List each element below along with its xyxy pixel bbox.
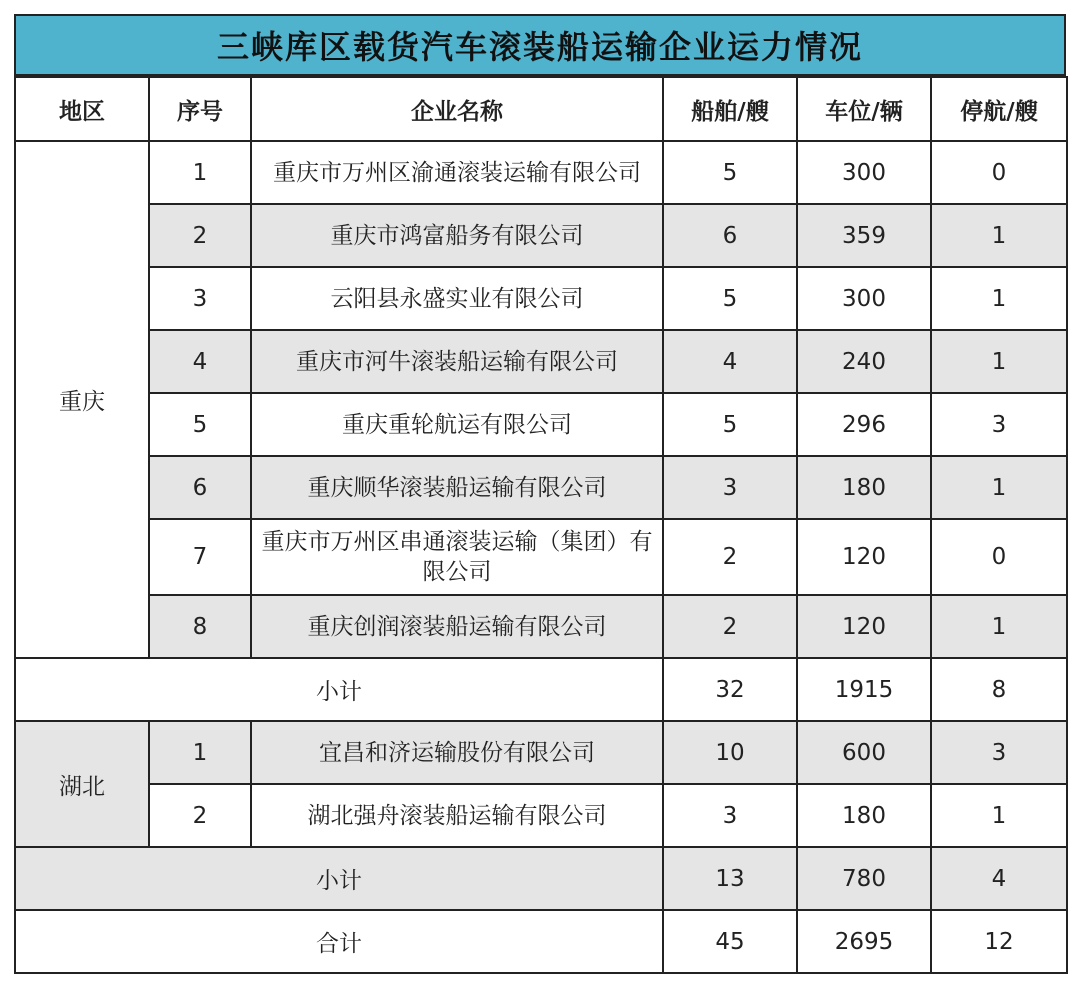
- table-row: [15, 721, 1067, 784]
- capacity-table: [14, 76, 1068, 974]
- suspended-count: 1: [931, 330, 1067, 393]
- header-region: 地区: [15, 77, 149, 141]
- company-name: 重庆顺华滚装船运输有限公司: [251, 456, 663, 519]
- subtotal-label: 小计: [15, 658, 663, 721]
- subtotal-slots: 780: [797, 847, 931, 910]
- ships-count: 5: [663, 141, 797, 204]
- total-ships: 45: [663, 910, 797, 973]
- suspended-count: 3: [931, 393, 1067, 456]
- header-no: 序号: [149, 77, 251, 141]
- ships-count: 10: [663, 721, 797, 784]
- table-row: [15, 784, 1067, 847]
- total-row: [15, 910, 1067, 973]
- ships-count: 3: [663, 456, 797, 519]
- region-cell-hubei: 湖北: [15, 721, 149, 847]
- subtotal-row-chongqing: [15, 658, 1067, 721]
- table-title: 三峡库区载货汽车滚装船运输企业运力情况: [14, 14, 1066, 76]
- company-name: 宜昌和济运输股份有限公司: [251, 721, 663, 784]
- subtotal-slots: 1915: [797, 658, 931, 721]
- row-no: 8: [149, 595, 251, 658]
- slots-count: 600: [797, 721, 931, 784]
- company-name: 云阳县永盛实业有限公司: [251, 267, 663, 330]
- header-row: [15, 77, 1067, 141]
- row-no: 6: [149, 456, 251, 519]
- suspended-count: 1: [931, 204, 1067, 267]
- ships-count: 5: [663, 267, 797, 330]
- slots-count: 300: [797, 267, 931, 330]
- subtotal-suspended: 8: [931, 658, 1067, 721]
- header-company: 企业名称: [251, 77, 663, 141]
- subtotal-row-hubei: [15, 847, 1067, 910]
- company-name: 重庆重轮航运有限公司: [251, 393, 663, 456]
- company-name: 重庆市万州区渝通滚装运输有限公司: [251, 141, 663, 204]
- row-no: 5: [149, 393, 251, 456]
- total-suspended: 12: [931, 910, 1067, 973]
- suspended-count: 1: [931, 267, 1067, 330]
- row-no: 1: [149, 721, 251, 784]
- region-cell-chongqing: 重庆: [15, 141, 149, 658]
- subtotal-label: 小计: [15, 847, 663, 910]
- total-label: 合计: [15, 910, 663, 973]
- slots-count: 120: [797, 519, 931, 595]
- slots-count: 180: [797, 456, 931, 519]
- row-no: 1: [149, 141, 251, 204]
- table-row: [15, 330, 1067, 393]
- ships-count: 2: [663, 519, 797, 595]
- header-suspended: 停航/艘: [931, 77, 1067, 141]
- ships-count: 3: [663, 784, 797, 847]
- suspended-count: 0: [931, 141, 1067, 204]
- suspended-count: 3: [931, 721, 1067, 784]
- row-no: 3: [149, 267, 251, 330]
- company-name: 重庆创润滚装船运输有限公司: [251, 595, 663, 658]
- subtotal-suspended: 4: [931, 847, 1067, 910]
- row-no: 2: [149, 784, 251, 847]
- slots-count: 296: [797, 393, 931, 456]
- ships-count: 5: [663, 393, 797, 456]
- subtotal-ships: 32: [663, 658, 797, 721]
- table-row: [15, 204, 1067, 267]
- subtotal-ships: 13: [663, 847, 797, 910]
- suspended-count: 1: [931, 456, 1067, 519]
- suspended-count: 1: [931, 595, 1067, 658]
- ships-count: 6: [663, 204, 797, 267]
- row-no: 7: [149, 519, 251, 595]
- ships-count: 2: [663, 595, 797, 658]
- company-name: 重庆市河牛滚装船运输有限公司: [251, 330, 663, 393]
- ships-count: 4: [663, 330, 797, 393]
- table-row: [15, 267, 1067, 330]
- table-row: [15, 141, 1067, 204]
- header-slots: 车位/辆: [797, 77, 931, 141]
- slots-count: 180: [797, 784, 931, 847]
- slots-count: 300: [797, 141, 931, 204]
- table-row: [15, 519, 1067, 595]
- total-slots: 2695: [797, 910, 931, 973]
- row-no: 2: [149, 204, 251, 267]
- suspended-count: 1: [931, 784, 1067, 847]
- slots-count: 120: [797, 595, 931, 658]
- suspended-count: 0: [931, 519, 1067, 595]
- slots-count: 240: [797, 330, 931, 393]
- slots-count: 359: [797, 204, 931, 267]
- row-no: 4: [149, 330, 251, 393]
- company-name: 重庆市鸿富船务有限公司: [251, 204, 663, 267]
- company-name: 湖北强舟滚装船运输有限公司: [251, 784, 663, 847]
- table-row: [15, 456, 1067, 519]
- table-row: [15, 393, 1067, 456]
- header-ships: 船舶/艘: [663, 77, 797, 141]
- table-row: [15, 595, 1067, 658]
- capacity-table-frame: [14, 14, 1066, 974]
- company-name: 重庆市万州区串通滚装运输（集团）有限公司: [251, 519, 663, 595]
